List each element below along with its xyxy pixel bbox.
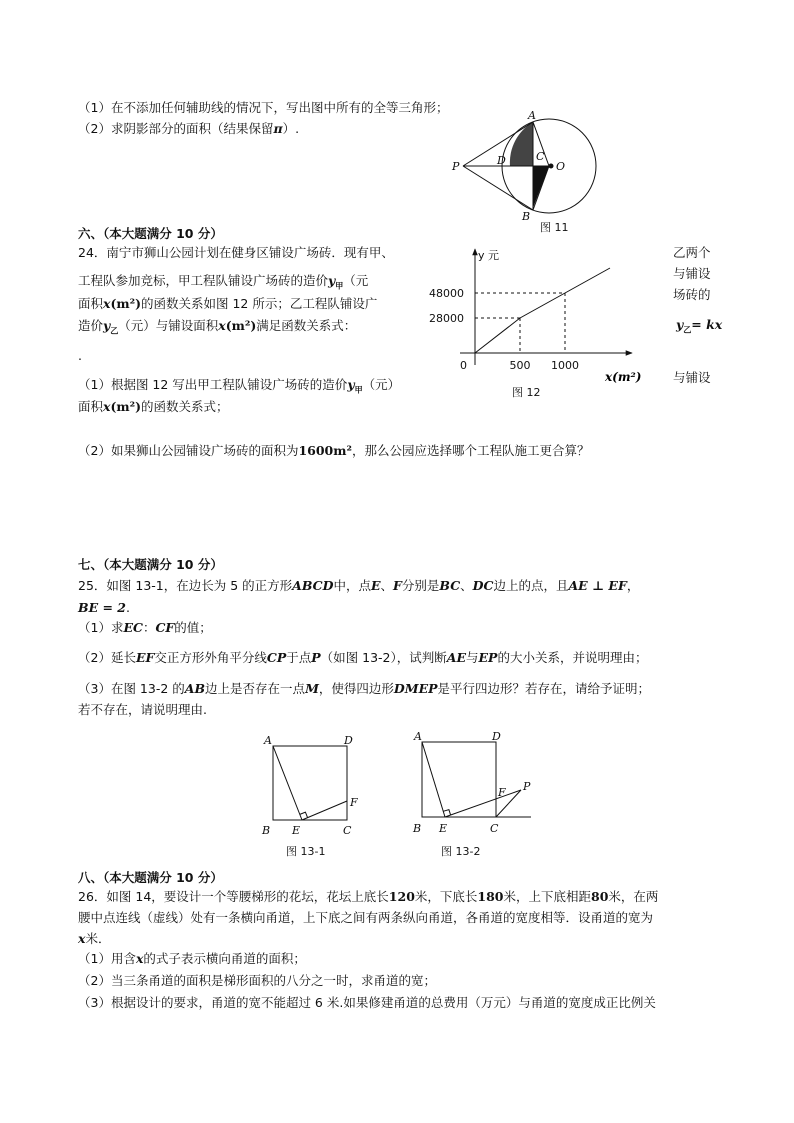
q23-item-1: （1）在不添加任何辅助线的情况下，写出图中所有的全等三角形； bbox=[78, 100, 449, 115]
shaded-sector-upper bbox=[510, 122, 533, 166]
q25-line-2: BE = 2. bbox=[78, 600, 130, 615]
q26-sub-3: （3）根据设计的要求，甬道的宽不能超过 6 米.如果修建甬道的总费用（万元）与甬道的宽度成正比例关 bbox=[78, 995, 656, 1010]
q26-line-2: 腰中点连线（虚线）处有一条横向甬道，上下底之间有两条纵向甬道，各甬道的宽度相等．设甬道的宽为 bbox=[78, 910, 654, 925]
q24-sub-2: （2）如果狮山公园铺设广场砖的面积为1600m²，那么公园应选择哪个工程队施工更合算？ bbox=[78, 443, 590, 458]
x-tick-500: 500 bbox=[509, 359, 531, 372]
label-f: F bbox=[498, 786, 506, 799]
label-b: B bbox=[413, 822, 422, 835]
label-d: D bbox=[492, 730, 501, 743]
q24-sub-1: （1）根据图 12 写出甲工程队铺设广场砖的造价$y_甲$（元） bbox=[78, 377, 401, 395]
q25-sub-3-cont: 若不存在，请说明理由. bbox=[78, 702, 207, 717]
q24-line-3-right: 场砖的 bbox=[673, 287, 711, 302]
x-axis-label: x(m²) bbox=[605, 370, 642, 384]
origin-label: 0 bbox=[460, 359, 467, 372]
segment-ae bbox=[422, 742, 445, 817]
figure-12-chart bbox=[420, 245, 660, 405]
label-a: A bbox=[264, 734, 272, 747]
figure-13-1 bbox=[258, 730, 378, 860]
q25-line-1: 25．如图 13-1，在边长为 5 的正方形ABCD中，点E、F分别是BC、DC边上的点，且AE ⊥ EF， bbox=[78, 578, 640, 593]
q24-line-2: 工程队参加竞标，甲工程队铺设广场砖的造价$y_甲$（元 bbox=[78, 273, 369, 291]
q23-item-2: （2）求阴影部分的面积（结果保留π）. bbox=[78, 121, 300, 136]
section-6-heading: 六、（本大题满分 10 分） bbox=[78, 226, 223, 241]
figure-12-caption: 图 12 bbox=[512, 386, 541, 399]
section-7-heading: 七、（本大题满分 10 分） bbox=[78, 557, 223, 572]
segment-ae bbox=[273, 746, 302, 820]
figure-13-2-caption: 图 13-2 bbox=[441, 845, 481, 858]
figure-11 bbox=[440, 108, 610, 238]
label-b: B bbox=[262, 824, 271, 837]
q24-line-3: 面积x(m²)的函数关系如图 12 所示；乙工程队铺设广 bbox=[78, 296, 378, 311]
figure-13-1-caption: 图 13-1 bbox=[286, 845, 326, 858]
segment-ef bbox=[302, 801, 347, 820]
q26-sub-1: （1）用含x的式子表示横向甬道的面积； bbox=[78, 951, 306, 966]
label-a: A bbox=[528, 109, 536, 122]
q24-sub-1-cont: 面积x(m²)的函数关系式； bbox=[78, 399, 229, 414]
label-d: D bbox=[497, 154, 506, 167]
q24-line-1: 24．南宁市狮山公园计划在健身区铺设广场砖．现有甲、 bbox=[78, 245, 394, 260]
label-p: P bbox=[452, 160, 460, 173]
y-axis-label: y 元 bbox=[478, 249, 500, 262]
y-tick-28000: 28000 bbox=[429, 312, 464, 325]
square-abcd bbox=[273, 746, 347, 820]
tangent-pb bbox=[463, 166, 533, 210]
label-e: E bbox=[439, 822, 448, 835]
q24-line-1-right: 乙两个 bbox=[673, 245, 711, 260]
x-tick-1000: 1000 bbox=[551, 359, 579, 372]
q24-formula: $y_乙=$ kx bbox=[676, 317, 723, 335]
label-o: O bbox=[556, 160, 566, 173]
q25-sub-3: （3）在图 13-2 的AB边上是否存在一点M，使得四边形DMEP是平行四边形？若存在，请给予证明； bbox=[78, 681, 651, 696]
q26-sub-2: （2）当三条甬道的面积是梯形面积的八分之一时，求甬道的宽； bbox=[78, 973, 436, 988]
label-c: C bbox=[536, 150, 545, 163]
label-c: C bbox=[343, 824, 352, 837]
label-b: B bbox=[522, 210, 531, 223]
q25-sub-1: （1）求EC：CF的值； bbox=[78, 620, 212, 635]
section-8-heading: 八、（本大题满分 10 分） bbox=[78, 870, 223, 885]
q26-line-1: 26．如图 14，要设计一个等腰梯形的花坛，花坛上底长120米，下底长180米，上下底相距80米，在两 bbox=[78, 889, 659, 904]
label-d: D bbox=[344, 734, 353, 747]
series-line-jia bbox=[475, 268, 610, 353]
q25-sub-2: （2）延长EF交正方形外角平分线CP于点P（如图 13-2），试判断AE与EP的大小关系，并说明理由； bbox=[78, 650, 648, 665]
figure-13-2 bbox=[408, 728, 548, 860]
label-p: P bbox=[523, 780, 531, 793]
y-tick-48000: 48000 bbox=[429, 287, 464, 300]
segment-ep bbox=[445, 790, 521, 817]
q24-sub-1-right: 与铺设 bbox=[673, 370, 711, 385]
q24-line-4: 造价$y_乙$（元）与铺设面积x(m²)满足函数关系式： bbox=[78, 318, 357, 336]
q24-dot: . bbox=[78, 348, 82, 363]
q24-line-2-right: 与铺设 bbox=[673, 266, 711, 281]
center-dot bbox=[549, 164, 554, 169]
label-a: A bbox=[414, 730, 422, 743]
label-f: F bbox=[350, 796, 358, 809]
q26-line-3: x米． bbox=[78, 931, 111, 946]
label-e: E bbox=[292, 824, 301, 837]
label-c: C bbox=[490, 822, 499, 835]
figure-11-caption: 图 11 bbox=[540, 221, 569, 234]
